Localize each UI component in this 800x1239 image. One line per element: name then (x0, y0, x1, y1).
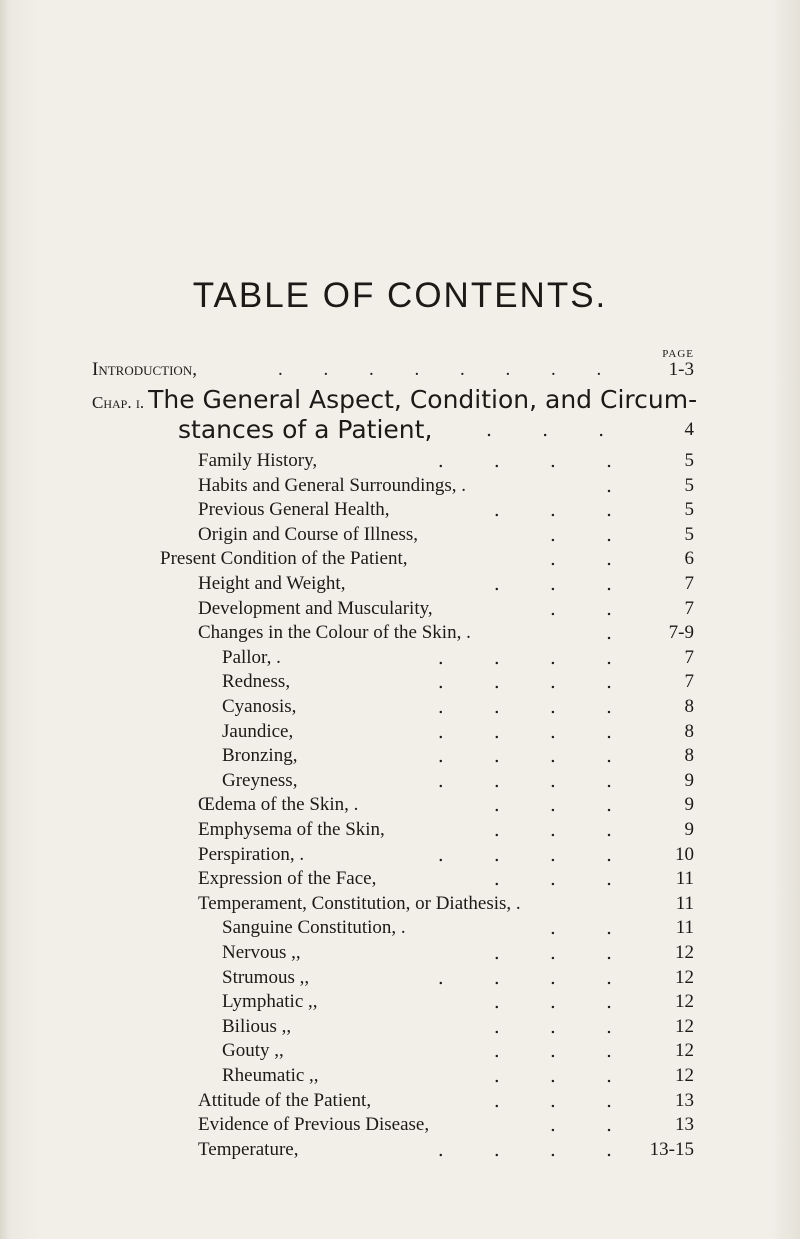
toc-page: 9 (684, 819, 694, 840)
toc-label: Emphysema of the Skin, (198, 819, 385, 840)
toc-page: 5 (684, 450, 694, 471)
toc-label: Jaundice, (222, 720, 294, 742)
toc-leader: . . . (493, 1089, 634, 1112)
toc-row-chapter-1[interactable] (92, 383, 732, 417)
toc-page: 8 (684, 745, 694, 767)
toc-row-chapter-1-cont[interactable] (178, 413, 694, 447)
toc-leader: . . . (493, 1065, 634, 1087)
toc-label: Present Condition of the Patient, (160, 548, 408, 570)
toc-page: 5 (684, 499, 694, 521)
toc-leader: . . . (493, 499, 634, 522)
toc-leader: . . . . (437, 671, 634, 694)
toc-label: Changes in the Colour of the Skin, . (198, 622, 471, 644)
toc-leader: . . (549, 597, 634, 620)
toc-page: 11 (675, 892, 694, 914)
toc-label: Development and Muscularity, (198, 597, 433, 619)
toc-leader: . . . (493, 794, 634, 817)
toc-leader: . . . . (437, 745, 634, 768)
toc-page: 13-15 (649, 1138, 694, 1160)
chapter-prefix: Chap. i. (92, 393, 145, 412)
toc-label: Pallor, . (222, 646, 281, 668)
toc-page: 8 (684, 720, 694, 742)
toc-label: Temperament, Constitution, or Diathesis, . (198, 892, 521, 914)
toc-label: Redness, (222, 671, 291, 693)
toc-label: Temperature, (198, 1138, 299, 1160)
toc-page: 12 (675, 966, 694, 988)
toc-leader: . . . (486, 419, 627, 441)
toc-label: Strumous ,, (222, 966, 310, 988)
toc-leader: . . . (493, 942, 634, 964)
page-column-label: PAGE (662, 348, 694, 360)
toc-label: Previous General Health, (198, 499, 390, 521)
toc-leader: . . . (493, 991, 634, 1014)
toc-leader: . . . . (437, 1138, 634, 1161)
toc-page: 5 (684, 474, 694, 496)
toc-leader: . . . . (437, 769, 634, 792)
toc-label: Bronzing, (222, 745, 298, 767)
toc-row-introduction[interactable] (92, 356, 694, 384)
toc-leader: . . . (493, 573, 634, 595)
toc-leader: . . (549, 1114, 634, 1137)
toc-page: 12 (675, 942, 694, 963)
toc-label: Habits and General Surroundings, . (198, 474, 467, 496)
toc-page: 11 (675, 917, 694, 939)
toc-page: 12 (675, 1065, 694, 1086)
toc-leader: . . . (493, 868, 634, 891)
toc-leader: . . . (493, 1040, 634, 1063)
toc-leader: . . . . (437, 966, 634, 989)
toc-leader: . . . . (437, 450, 634, 472)
toc-leader: . . (549, 523, 634, 546)
toc-label: Œdema of the Skin, . (198, 794, 359, 816)
toc-label: Greyness, (222, 769, 298, 791)
toc-page: 7 (684, 646, 694, 668)
chapter-title-line1: The General Aspect, Condition, and Circum- (148, 385, 698, 414)
toc-label: Expression of the Face, (198, 868, 377, 890)
toc-page: 12 (675, 1040, 694, 1062)
toc-label: Nervous ,, (222, 942, 301, 963)
toc-label: Attitude of the Patient, (198, 1089, 372, 1111)
toc-label: Perspiration, . (198, 843, 305, 865)
toc-page: 9 (684, 794, 694, 816)
toc-label: Cyanosis, (222, 696, 297, 717)
toc-row[interactable] (198, 1136, 694, 1164)
toc-leader: . . . . (437, 720, 634, 743)
toc-leader: . . . (493, 1015, 634, 1038)
toc-page: 8 (684, 696, 694, 717)
toc-page: 10 (675, 843, 694, 865)
toc-leader: . . (549, 917, 634, 940)
toc-page: 6 (684, 548, 694, 570)
toc-page: 7-9 (668, 622, 694, 644)
toc-page: 7 (684, 597, 694, 619)
toc-leader: . . . . (437, 843, 634, 866)
page-heading: TABLE OF CONTENTS. (192, 276, 608, 315)
toc-page: 13 (675, 1089, 694, 1111)
toc-page: 4 (684, 419, 694, 440)
toc-leader: . . . . (437, 646, 634, 669)
toc-page: 12 (675, 991, 694, 1013)
toc-label: Evidence of Previous Disease, (198, 1114, 430, 1136)
toc-leader: . . . . . . . . (278, 359, 620, 380)
toc-page: 12 (675, 1015, 694, 1037)
toc-leader: . (605, 622, 634, 645)
toc-page: 1-3 (668, 359, 694, 380)
toc-page: 13 (675, 1114, 694, 1136)
toc-page: 7 (684, 671, 694, 693)
toc-label: Rheumatic ,, (222, 1065, 319, 1086)
toc-label: Height and Weight, (198, 573, 346, 594)
toc-label: Gouty ,, (222, 1040, 284, 1062)
toc-page: 5 (684, 523, 694, 545)
toc-page: 9 (684, 769, 694, 791)
toc-leader: . (605, 474, 634, 497)
toc-leader: . . (549, 548, 634, 571)
toc-page: 11 (675, 868, 694, 890)
toc-label: Sanguine Constitution, . (222, 917, 406, 939)
toc-leader: . . . . (437, 696, 634, 718)
toc-label: Origin and Course of Illness, (198, 523, 419, 545)
toc-leader: . . . (493, 819, 634, 841)
toc-label: Family History, (198, 450, 318, 471)
toc-label: Bilious ,, (222, 1015, 292, 1037)
chapter-title-line2: stances of a Patient, (178, 415, 433, 444)
toc-label: Introduction, . . . . . . . . (92, 356, 197, 384)
toc-label: Lymphatic ,, (222, 991, 318, 1013)
toc-page: 7 (684, 573, 694, 594)
